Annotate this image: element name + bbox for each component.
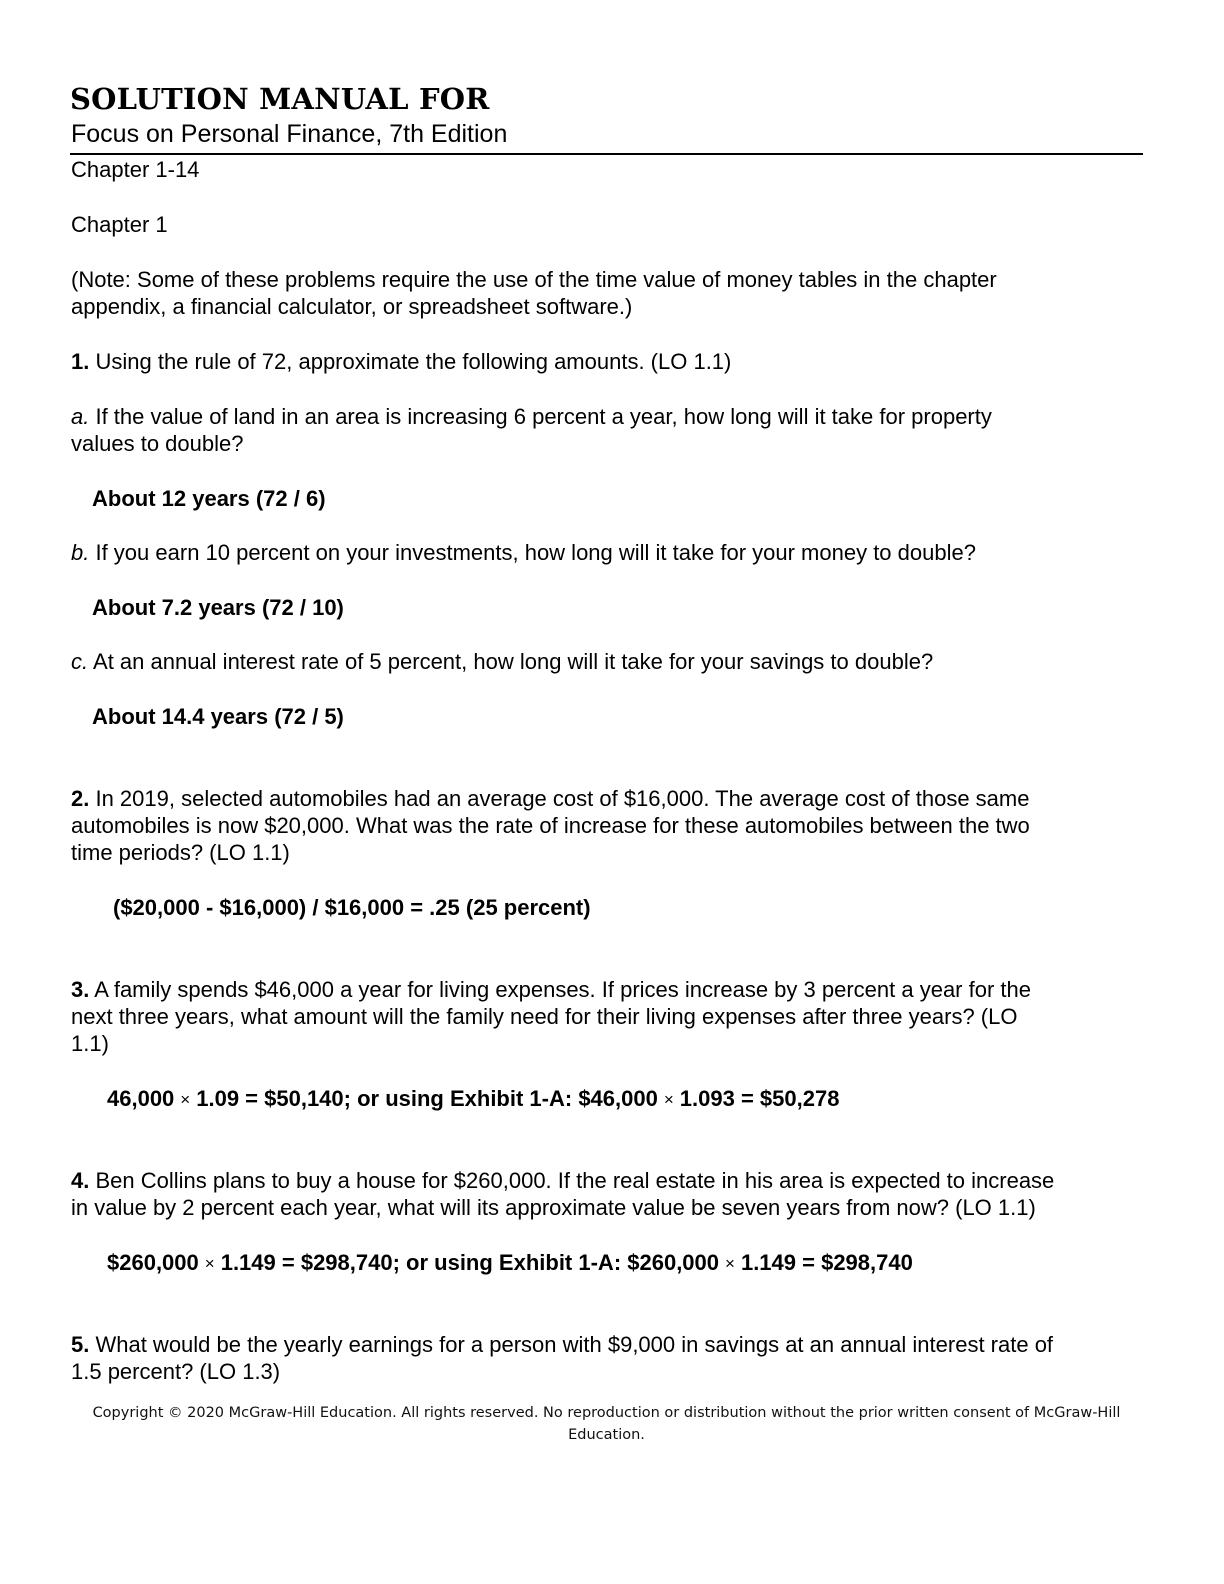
problem-1b-text: If you earn 10 percent on your investments, how long will it take for your money to double?: [89, 540, 976, 565]
copyright-line-2: Education.: [568, 1427, 645, 1443]
manual-title: SOLUTION MANUAL FOR: [70, 82, 490, 116]
problem-2-text: In 2019, selected automobiles had an average cost of $16,000. The average cost of those same: [89, 786, 1030, 811]
problem-1a-text: If the value of land in an area is increasing 6 percent a year, how long will it take for property: [89, 404, 992, 429]
problem-2-line-2: automobiles is now $20,000. What was the rate of increase for these automobiles between the two: [71, 813, 1030, 838]
problem-4-number: 4.: [71, 1168, 90, 1193]
problem-4-line-2: in value by 2 percent each year, what will its approximate value be seven years from now? (LO 1.1): [71, 1195, 1036, 1220]
problem-1a-line-1: [71, 403, 992, 430]
chapter-range: Chapter 1-14: [71, 157, 200, 182]
copyright-footer: [70, 1402, 1143, 1446]
problem-3-line-2: next three years, what amount will the family need for their living expenses after three years? (LO: [71, 1004, 1018, 1029]
problem-5-line-1: [71, 1331, 1053, 1358]
answer-4-part-3: 1.149 = $298,740: [740, 1250, 913, 1275]
answer-4: [107, 1249, 913, 1277]
multiply-sign: ×: [180, 1090, 191, 1109]
problem-2-line-3: time periods? (LO 1.1): [71, 840, 290, 865]
problem-1b: [71, 539, 976, 566]
answer-1c: About 14.4 years (72 / 5): [92, 704, 344, 729]
answer-1a: About 12 years (72 / 6): [92, 486, 326, 511]
problem-3-text: A family spends $46,000 a year for living expenses. If prices increase by 3 percent a year for the: [89, 977, 1031, 1002]
problem-1c: [71, 648, 933, 675]
problem-1b-letter: b.: [71, 540, 90, 565]
problem-1c-text: At an annual interest rate of 5 percent, how long will it take for your savings to double?: [88, 649, 934, 674]
book-title: Focus on Personal Finance, 7th Edition: [71, 120, 508, 148]
problem-1-number: 1.: [71, 349, 90, 374]
problem-3-number: 3.: [71, 977, 90, 1002]
problem-3-line-1: [71, 976, 1031, 1003]
chapter-heading: Chapter 1: [71, 212, 168, 237]
problem-1a-letter: a.: [71, 404, 90, 429]
multiply-sign: ×: [204, 1254, 215, 1273]
multiply-sign: ×: [725, 1254, 735, 1273]
answer-3-part-2: 1.09 = $50,140; or using Exhibit 1-A: $46,000: [196, 1086, 658, 1111]
answer-3-part-3: 1.093 = $50,278: [679, 1086, 840, 1111]
problem-2-line-1: [71, 785, 1029, 812]
problem-4-text: Ben Collins plans to buy a house for $260,000. If the real estate in his area is expected to increase: [89, 1168, 1055, 1193]
problem-5-line-2: 1.5 percent? (LO 1.3): [71, 1359, 281, 1384]
problem-5-text: What would be the yearly earnings for a person with $9,000 in savings at an annual interest rate of: [89, 1332, 1054, 1357]
problem-1c-letter: c.: [71, 649, 89, 674]
problem-4-line-1: [71, 1167, 1054, 1194]
answer-1b: About 7.2 years (72 / 10): [92, 595, 344, 620]
answer-4-part-2: 1.149 = $298,740; or using Exhibit 1-A: $260,000: [220, 1250, 720, 1275]
note-line-2: appendix, a financial calculator, or spreadsheet software.): [71, 294, 633, 319]
answer-3-part-1: 46,000: [107, 1086, 175, 1111]
answer-2: ($20,000 - $16,000) / $16,000 = .25 (25 percent): [113, 895, 591, 920]
header-rule: [70, 153, 1143, 155]
problem-5-number: 5.: [71, 1332, 90, 1357]
answer-4-part-1: $260,000: [107, 1250, 199, 1275]
note-line-1: (Note: Some of these problems require the use of the time value of money tables in the chapter: [71, 267, 997, 292]
problem-1: [71, 348, 731, 375]
problem-1-text: Using the rule of 72, approximate the following amounts. (LO 1.1): [89, 349, 732, 374]
problem-2-number: 2.: [71, 786, 90, 811]
copyright-line-1: Copyright © 2020 McGraw-Hill Education. All rights reserved. No reproduction or distribution without the prior written consent of McGraw-Hill: [92, 1405, 1121, 1421]
problem-3-line-3: 1.1): [71, 1031, 109, 1056]
answer-3: [107, 1085, 839, 1113]
multiply-sign: ×: [663, 1090, 674, 1109]
problem-1a-line-2: values to double?: [71, 431, 244, 456]
